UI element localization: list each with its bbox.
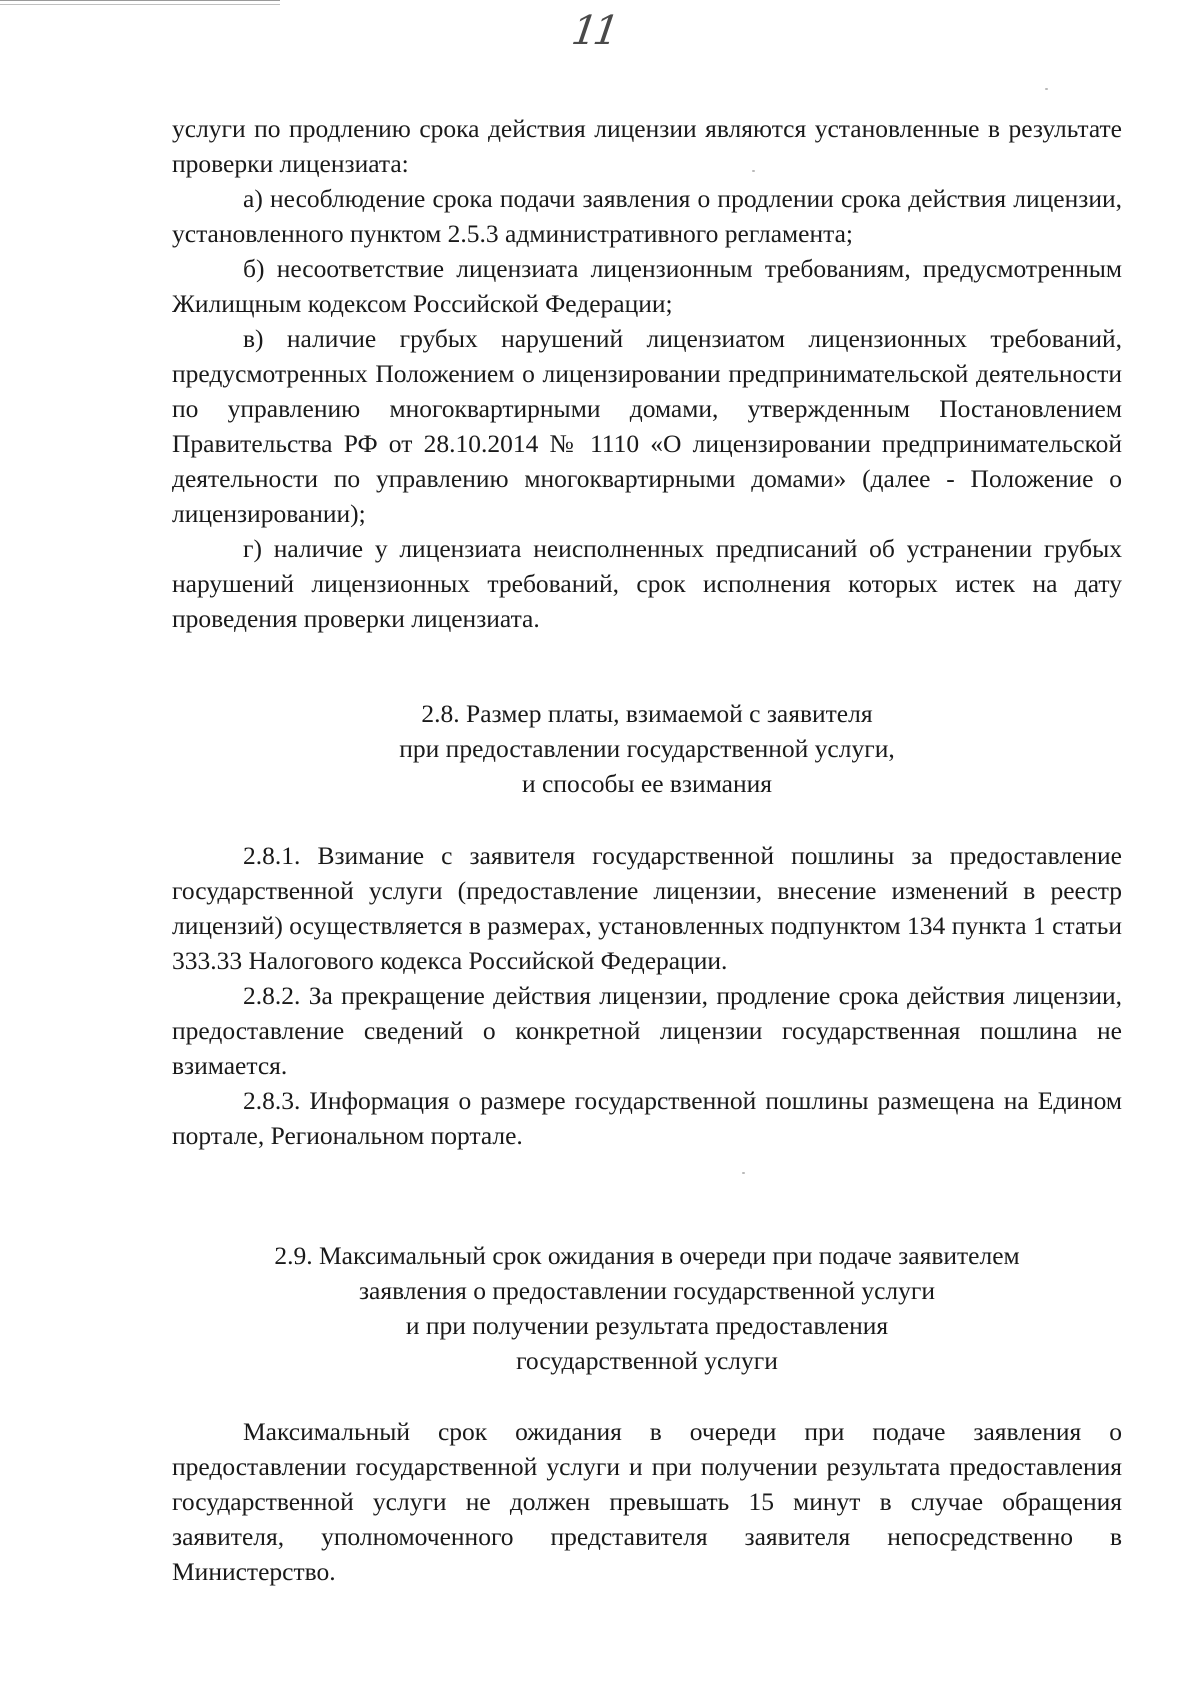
section-heading-2-8: 2.8. Размер платы, взимаемой с заявителя при предоставлении государственной услуги, и способы ее взимания <box>399 699 895 798</box>
scan-speck <box>742 1172 745 1174</box>
paragraph-item-b: б) несоответствие лицензиата лицензионным требованиям, предусмотренным Жилищным кодексом Российской Федерации; <box>172 254 1122 318</box>
paragraph-item-g: г) наличие у лицензиата неисполненных предписаний об устранении грубых нарушений лицензионных требований, срок исполнения которых истек на дату проведения проверки лицензиата. <box>172 534 1122 633</box>
paragraph-2-8-1: 2.8.1. Взимание с заявителя государственной пошлины за предоставление государственной услуги (предоставление лицензии, внесение изменений в реестр лицензий) осуществляется в размерах, установленных подпунктом 134 пункта 1 статьи 333.33 Налогового кодекса Российской Федерации. <box>172 841 1122 975</box>
block-section-2-9 <box>172 1414 1122 1589</box>
paragraph-2-8-2: 2.8.2. За прекращение действия лицензии, продление срока действия лицензии, предоставление сведений о конкретной лицензии государственная пошлина не взимается. <box>172 981 1122 1080</box>
paragraph-continuation: услуги по продлению срока действия лицензии являются установленные в результате проверки лицензиата: <box>172 114 1122 178</box>
paragraph-item-v: в) наличие грубых нарушений лицензиатом лицензионных требований, предусмотренных Положением о лицензировании предпринимательской деятельности по управлению многоквартирными домами, утвержденным Постановлением Правительства РФ от 28.10.2014 № 1110 «О лицензировании предпринимательской деятельности по управлению многоквартирными домами» (далее - Положение о лицензировании); <box>172 324 1122 528</box>
scan-speck <box>1045 88 1048 90</box>
paragraph-2-8-3: 2.8.3. Информация о размере государственной пошлины размещена на Едином портале, Региональном портале. <box>172 1086 1122 1150</box>
block-license-refusal-grounds <box>172 111 1122 636</box>
section-heading-2-9: 2.9. Максимальный срок ожидания в очереди при подаче заявителем заявления о предоставлении государственной услуги и при получении результата предоставления государственной услуги <box>274 1241 1020 1375</box>
top-rule <box>0 0 280 5</box>
page-number: 11 <box>568 8 619 54</box>
block-section-2-8 <box>172 838 1122 1153</box>
paragraph-item-a: а) несоблюдение срока подачи заявления о продлении срока действия лицензии, установленного пунктом 2.5.3 административного регламента; <box>172 184 1122 248</box>
paragraph-2-9-1: Максимальный срок ожидания в очереди при подаче заявления о предоставлении государственной услуги и при получении результата предоставления государственной услуги не должен превышать 15 минут в случае обращения заявителя, уполномоченного представителя заявителя непосредственно в Министерство. <box>172 1417 1122 1586</box>
